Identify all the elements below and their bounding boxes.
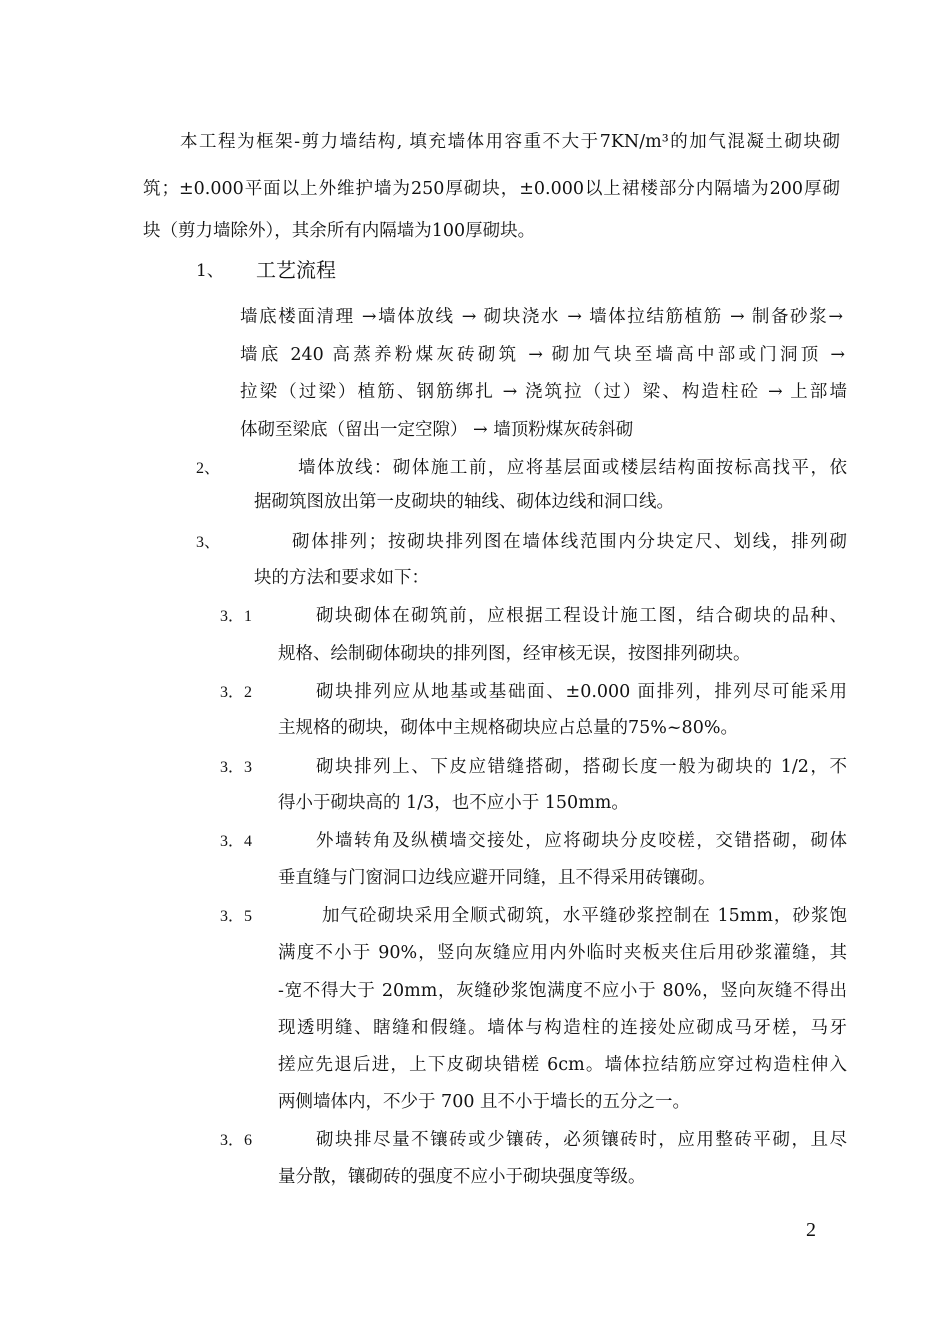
item-3-2-line: 主规格的砌块，砌体中主规格砌块应占总量的75%~80%。 [278,718,738,738]
item-3-3-number: 3．3 [220,759,253,776]
item-3-5-line: 搓应先退后进，上下皮砌块错槎 6cm。墙体拉结筋应穿过构造柱伸入 [278,1055,847,1075]
item-3-5-line: 现透明缝、瞎缝和假缝。墙体与构造柱的连接处应砌成马牙槎，马牙 [278,1018,847,1038]
item-3-5-number: 3．5 [220,908,253,925]
item-3-2-number: 3．2 [220,684,253,701]
item-3-4-line: 垂直缝与门窗洞口边线应避开同缝，且不得采用砖镶砌。 [278,868,716,888]
intro-line-3: 块（剪力墙除外），其余所有内隔墙为100厚砌块。 [143,221,536,241]
section-2-number: 2、 [196,460,221,477]
intro-line-2: 筑；±0.000平面以上外维护墙为250厚砌块，±0.000以上裙楼部分内隔墙为200厚砌 [143,179,840,199]
intro-line-1: 本工程为框架-剪力墙结构, 填充墙体用容重不大于7KN/m³的加气混凝土砌块砌 [180,132,840,152]
item-3-1-line: 规格、绘制砌体砌块的排列图，经审核无误，按图排列砌块。 [278,644,751,664]
section-2-line-2: 据砌筑图放出第一皮砌块的轴线、砌体边线和洞口线。 [254,492,674,512]
item-3-1-number: 3．1 [220,608,253,625]
item-3-4-number: 3．4 [220,833,253,850]
section-1-number: 1、 [196,261,224,281]
flow-line-4: 体砌至梁底（留出一定空隙） → 墙顶粉煤灰砖斜砌 [240,420,634,440]
item-3-5-line: 两侧墙体内，不少于 700 且不小于墙长的五分之一。 [278,1092,691,1112]
flow-line-3: 拉梁（过梁）植筋、钢筋绑扎 → 浇筑拉（过）梁、构造柱砼 → 上部墙 [240,382,847,402]
item-3-4-line: 外墙转角及纵横墙交接处，应将砌块分皮咬槎，交错搭砌，砌体 [316,831,847,851]
item-3-5-line: -宽不得大于 20mm，灰缝砂浆饱满度不应小于 80%，竖向灰缝不得出 [278,981,847,1001]
section-3-number: 3、 [196,534,221,551]
page-number: 2 [806,1219,816,1241]
item-3-1-line: 砌块砌体在砌筑前，应根据工程设计施工图，结合砌块的品种、 [316,606,847,626]
item-3-6-line: 量分散，镶砌砖的强度不应小于砌块强度等级。 [278,1167,646,1187]
item-3-2-line: 砌块排列应从地基或基础面、±0.000 面排列，排列尽可能采用 [316,682,847,702]
item-3-3-line: 砌块排列上、下皮应错缝搭砌，搭砌长度一般为砌块的 1/2，不 [316,757,847,777]
section-2-line-1: 墙体放线：砌体施工前，应将基层面或楼层结构面按标高找平，依 [298,458,847,478]
section-3-line-2: 块的方法和要求如下： [254,568,429,588]
item-3-5-line: 满度不小于 90%，竖向灰缝应用内外临时夹板夹住后用砂浆灌缝，其 [278,943,847,963]
item-3-6-number: 3．6 [220,1132,253,1149]
flow-line-1: 墙底楼面清理 →墙体放线 → 砌块浇水 → 墙体拉结筋植筋 → 制备砂浆→ [240,307,843,327]
section-1-title: 工艺流程 [256,258,336,282]
item-3-5-line: 加气砼砌块采用全顺式砌筑，水平缝砂浆控制在 15mm，砂浆饱 [322,906,847,926]
section-3-line-1: 砌体排列；按砌块排列图在墙体线范围内分块定尺、划线，排列砌 [292,532,847,552]
flow-line-2: 墙底 240 高蒸养粉煤灰砖砌筑 → 砌加气块至墙高中部或门洞顶 → [240,345,845,365]
item-3-3-line: 得小于砌块高的 1/3，也不应小于 150mm。 [278,793,629,813]
item-3-6-line: 砌块排尽量不镶砖或少镶砖，必须镶砖时，应用整砖平砌，且尽 [316,1130,847,1150]
